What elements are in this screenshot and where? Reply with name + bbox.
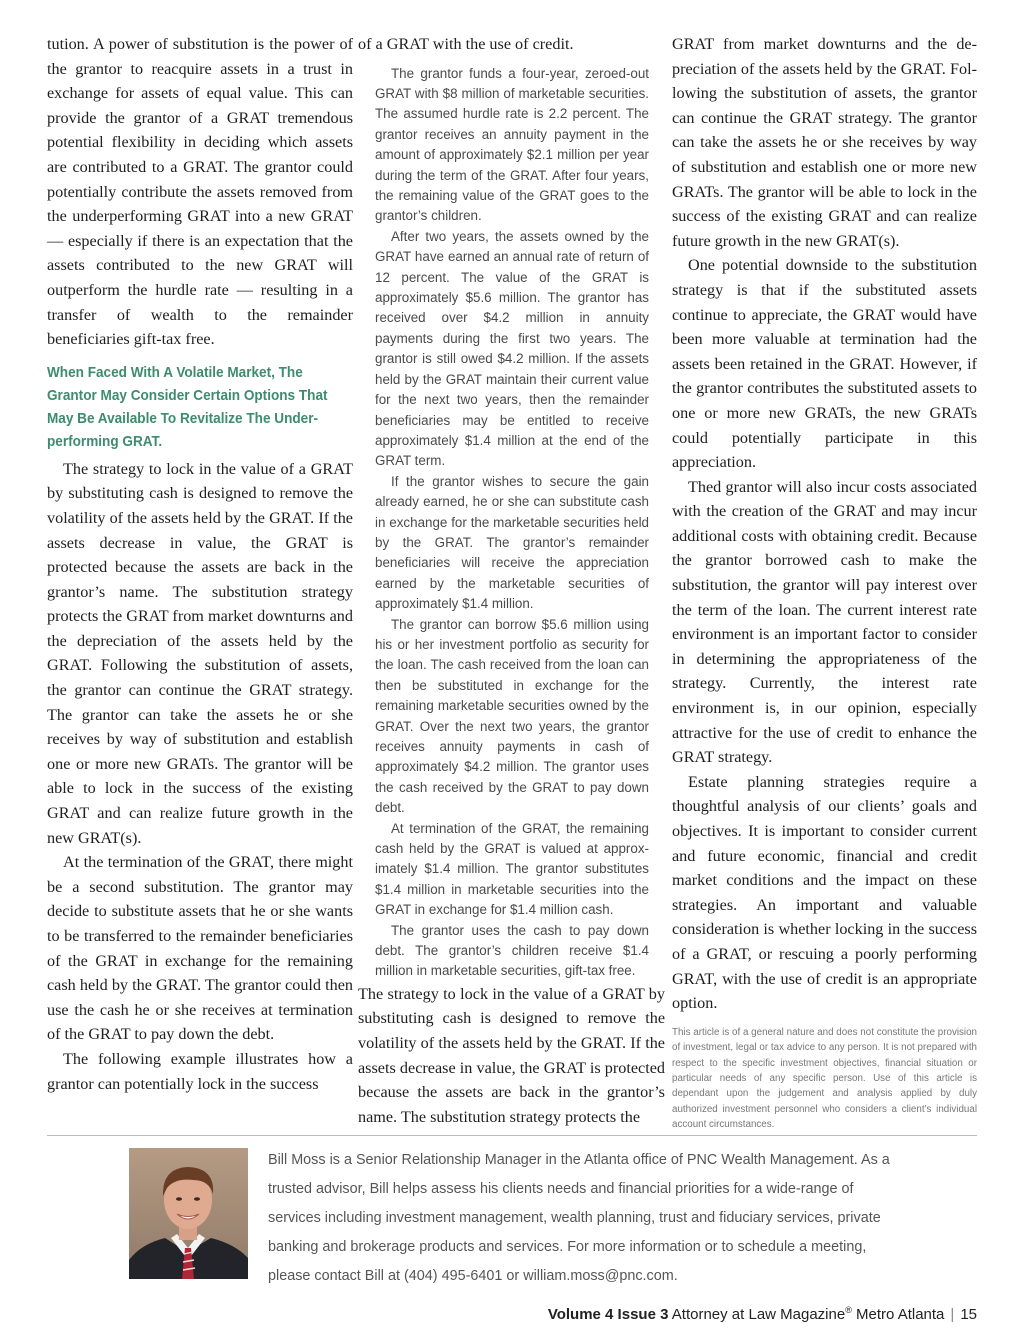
- body-paragraph: The strategy to lock in the value of a GRAT by substituting cash is designed to remove the volatility of the assets held by the GRAT. If the assets decrease in value, the GRAT is protected because the assets are back in the grantor’s name. The substitution strategy protects the GRAT from market downturns and the depreciation of the assets held by the GRAT. Following the substitution of assets, the grantor can continue the GRAT strategy. The grantor can take the assets he or she receives by way of substitution and establish one or more new GRATs. The grantor will be able to lock in the success of the existing GRAT and can realize future growth in the new GRAT(s).: [47, 459, 353, 847]
- body-paragraph: At the termination of the GRAT, there might be a second substitution. The grantor may decide to substitute assets that he or she wants to be transferred to the remainder beneficiaries of the GRAT in exchange for the remaining cash held by the GRAT. The grantor could then use the cash he or she receives at termination of the GRAT to pay down the debt.: [47, 853, 353, 1044]
- body-paragraph: of a GRAT with the use of credit.: [358, 35, 574, 53]
- body-paragraph: tution. A power of substitution is the power of the grantor to reacquire assets in a trust in exchange for assets of equal value. This can provide the grantor of a GRAT tremendous potential flexibility in deciding which assets are contributed to a GRAT. The grantor could potentially contribute the assets removed from the underperforming GRAT into a new GRAT — especially if there is an expectation that the assets contributed to the new GRAT will outperform the hurdle rate — resulting in a transfer of wealth to the remainder beneficiaries gift-tax free.: [47, 35, 353, 349]
- example-paragraph: If the grantor wishes to secure the gain already earned, he or she can substitute cash in exchange for the marketable securities held by the GRAT. The grantor’s remainder beneficiaries will receive the appreciation earned by the marketable securities of approximately $1.4 million.: [375, 473, 649, 612]
- magazine-name: Attorney at Law Magazine: [671, 1306, 846, 1323]
- example-paragraph: The grantor can borrow $5.6 million using his or her investment portfolio as security for the loan. The cash received from the loan can then be substituted in exchange for the remaining marketable securities owned by the GRAT. Over the next two years, the grantor receives annuity payments in cash of approximately $4.2 million. The grantor uses the cash received by the GRAT to pay down debt.: [375, 616, 649, 816]
- body-paragraph: The following example illustrates how a grantor can potentially lock in the success: [47, 1049, 353, 1093]
- body-paragraph: One potential downside to the substitution strategy is that if the substituted assets continue to appreciate, the GRAT would have been more valuable at termination had the assets been retained in the GRAT. However, if the grantor contributes the substituted assets to one or more new GRATs, the new GRATs could potentially participate in this appreciation.: [672, 256, 977, 472]
- example-sidebar: [358, 64, 665, 982]
- author-photo: [129, 1148, 248, 1279]
- body-paragraph: Estate planning strategies require a thoughtful analysis of our clients’ goals and objectives. It is important to consider current and future economic, financial and credit market conditions and the impact on these strategies. An important and valuable consideration is whether locking in the success of a GRAT, or rescuing a poorly performing GRAT, with the use of credit is an appropriate option.: [672, 772, 977, 1013]
- body-paragraph: Thed grantor will also incur costs associated with the creation of the GRAT and may incur additional costs with obtaining credit. Because the grantor borrowed cash to make the substitution, the grantor will pay interest over the term of the loan. The current interest rate environment is an important factor to consider in determining the appropriateness of the strategy. Currently, the interest rate environment is, in our opinion, especially attractive for the use of credit to enhance the GRAT strategy.: [672, 477, 977, 767]
- author-bio: Bill Moss is a Senior Relationship Manager in the Atlanta office of PNC Wealth Management. As a trusted advisor, Bill helps assess his clients needs and financial priorities for a wide-range of services including investment management, wealth planning, trust and fiduciary services, private banking and brokerage products and services. For more information or to schedule a meeting, please contact Bill at (404) 495-6401 or william.moss@pnc.com.: [268, 1152, 890, 1284]
- registered-mark: ®: [845, 1305, 852, 1315]
- example-paragraph: The grantor funds a four-year, zeroed-out GRAT with $8 million of marketable securities. The assumed hurdle rate is 2.2 percent. The grantor receives an annuity payment in the amount of approximately $2.1 million per year during the term of the GRAT. After four years, the remaining value of the GRAT goes to the grantor’s children.: [375, 65, 649, 224]
- article-column-2: [358, 32, 665, 1129]
- example-paragraph: After two years, the assets owned by the GRAT have earned an annual rate of return of 12 percent. The value of the GRAT is approximately $5.6 million. The grantor has received over $4.2 million in annuity payments during the first two years. The grantor is still owed $4.2 million. If the assets held by the GRAT maintain their current value for the next two years, then the remainder beneficiaries may be entitled to receive approximately $1.4 million at the end of the GRAT term.: [375, 228, 649, 469]
- page-footer: [548, 1305, 977, 1323]
- article-column-1: [47, 32, 353, 1096]
- footer-separator: |: [950, 1306, 955, 1323]
- edition-name: Metro Atlanta: [856, 1306, 945, 1323]
- article-column-3: [672, 32, 977, 1133]
- author-portrait-image: [129, 1148, 248, 1279]
- body-paragraph: The strategy to lock in the value of a GRAT by substituting cash is designed to remove the volatility of the assets held by the GRAT. If the assets decrease in value, the GRAT is protected because the assets are back in the grantor’s name. The substitution strategy protects the: [358, 984, 665, 1126]
- body-paragraph: GRAT from market downturns and the depreciation of the assets held by the GRAT. Following the substitution of assets, the grantor can continue the GRAT strategy. The grantor can take the assets he or she receives by way of substitution and establish one or more new GRATs. The grantor will be able to lock in the success of the existing GRAT and can realize future growth in the new GRAT(s).: [672, 35, 977, 250]
- page-number: 15: [960, 1306, 977, 1323]
- example-paragraph: The grantor uses the cash to pay down debt. The grantor’s children receive $1.4 million in marketable securities, gift-tax free.: [375, 922, 649, 979]
- disclaimer: This article is of a general nature and does not constitute the provision of investment, legal or tax advice to any person. It is not prepared with respect to the specific investment objectives, financial situation or particular needs of any specific person. Use of this article is dependant upon the judgement and analysis applied by duly authorized investment personnel who considers a client’s individual account circumstances.: [672, 1026, 977, 1131]
- divider: [47, 1135, 977, 1136]
- issue-label: Volume 4 Issue 3: [547, 1306, 669, 1323]
- example-paragraph: At termination of the GRAT, the remaining cash held by the GRAT is valued at approximately $1.4 million. The grantor substitutes $1.4 million in marketable securities into the GRAT in exchange for $1.4 million cash.: [375, 820, 649, 918]
- section-subheading: When Faced With A Volatile Market, The Grantor May Consider Certain Options That May Be Available To Revitalize The Under-performing GRAT.: [47, 364, 328, 450]
